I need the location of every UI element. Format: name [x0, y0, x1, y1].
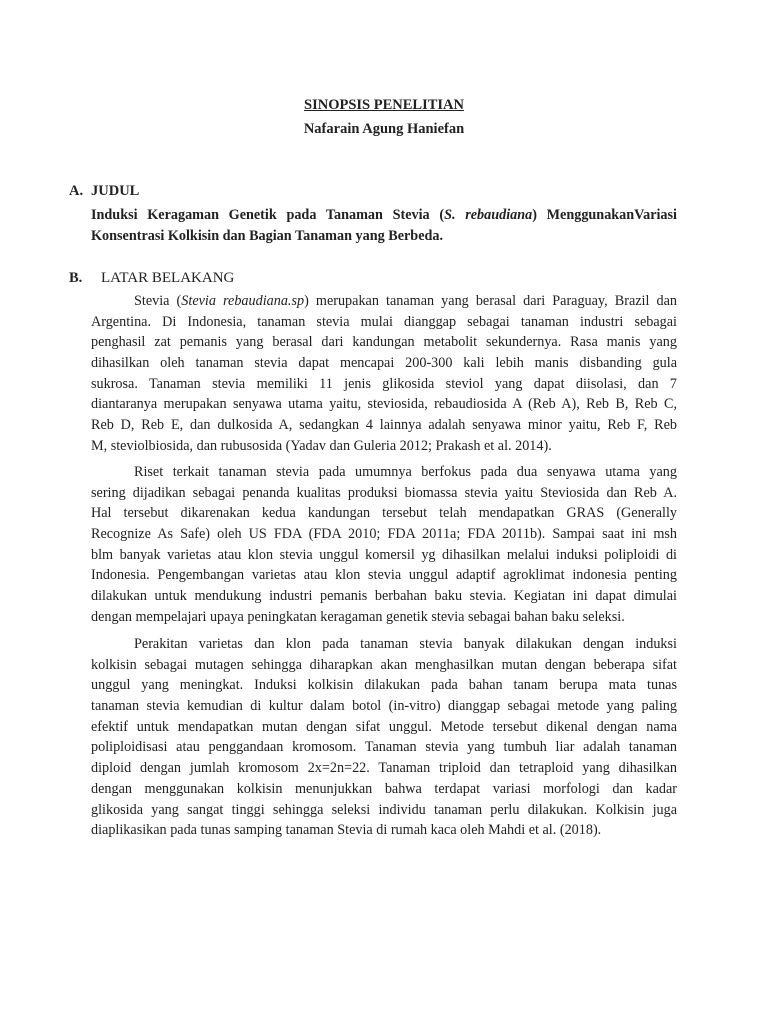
paragraph-line: M, steviolbiosida, dan rubusosida (Yadav dan Guleria 2012; Prakash et al. 2014).: [91, 437, 552, 454]
paragraph-line: diaplikasikan pada tunas samping tanaman Stevia di rumah kaca oleh Mahdi et al. (2018).: [91, 822, 602, 839]
research-title-line: Konsentrasi Kolkisin dan Bagian Tanaman yang Berbeda.: [91, 228, 444, 244]
section-a-letter: A.: [69, 183, 84, 199]
paragraph-line: Reb D, Reb E, dan dulkosida A, sedangkan 4 lainnya adalah senyawa minor yaitu, Reb F, Reb: [91, 417, 677, 434]
paragraph-line: poliploidisasi atau penggandaan kromosom. Tanaman stevia yang tumbuh liar adalah tanaman: [91, 739, 677, 756]
paragraph-line: Indonesia. Pengembangan varietas atau klon stevia unggul adaptif agroklimat indonesia penting: [91, 567, 677, 584]
background-paragraph-2: [91, 462, 677, 628]
paragraph-line: penghasil zat pemanis yang berasal dari kandungan metabolit sekundernya. Rasa manis yang: [91, 334, 677, 351]
paragraph-line: dilakukan untuk mendukung industri pemanis berbahan baku stevia. Kegiatan ini dapat dimulai: [91, 588, 677, 605]
section-b-letter: B.: [69, 270, 83, 286]
paragraph-line: efektif untuk mendapatkan mutan dengan sifat unggul. Metode tersebut dikenal dengan nama: [91, 718, 677, 735]
paragraph-line: kolkisin sebagai mutagen sehingga diharapkan akan menghasilkan mutan dengan beberapa sifat: [91, 656, 677, 673]
document-title: SINOPSIS PENELITIAN: [304, 97, 464, 113]
paragraph-line: unggul yang meningkat. Induksi kolkisin dilakukan pada bahan tanam berupa mata tunas: [91, 677, 677, 694]
paragraph-line: blm banyak varietas atau klon stevia unggul komersil yg dihasilkan melalui induksi poliploidi di: [91, 546, 677, 563]
paragraph-line: dengan menggunakan kolkisin menunjukkan bahwa terdapat variasi morfologi dan kadar: [91, 780, 677, 797]
paragraph-line: sering dijadikan sebagai penanda kualitas produksi biomassa stevia yaitu Steviosida dan Reb A.: [91, 484, 677, 501]
paragraph-line: Perakitan varietas dan klon pada tanaman stevia banyak dilakukan dengan induksi: [134, 636, 677, 652]
paragraph-line: dihasilkan oleh tanaman stevia dapat mencapai 200-300 kali lebih manis disbanding gula: [91, 355, 677, 372]
paragraph-line: tanaman stevia kemudian di kultur dalam botol (in-vitro) dianggap sebagai metode yang paling: [91, 698, 677, 715]
background-paragraph-3: [91, 634, 677, 841]
paragraph-line: sukrosa. Tanaman stevia memiliki 11 jenis glikosida steviol yang dapat diisolasi, dan 7: [91, 375, 677, 392]
paragraph-line: diantaranya merupakan senyawa utama yaitu, steviosida, rebaudiosida A (Reb A), Reb B, Reb C,: [91, 396, 677, 413]
paragraph-line: diploid dengan jumlah kromosom 2x=2n=22. Tanaman triploid dan tetraploid yang dihasilkan: [91, 760, 677, 777]
paragraph-line: Argentina. Di Indonesia, tanaman stevia mulai dianggap sebagai tanaman industri sebagai: [91, 313, 677, 330]
paragraph-line: Stevia (Stevia rebaudiana.sp) merupakan tanaman yang berasal dari Paraguay, Brazil dan: [134, 293, 677, 309]
paragraph-line: Riset terkait tanaman stevia pada umumnya berfokus pada dua senyawa utama yang: [134, 464, 677, 480]
background-paragraph-1: [91, 291, 677, 457]
species-name: S. rebaudiana: [444, 207, 533, 223]
section-a-heading: JUDUL: [91, 183, 140, 199]
section-b-heading: LATAR BELAKANG: [101, 270, 235, 286]
species-name: Stevia rebaudiana.sp: [181, 293, 305, 309]
research-title: [91, 205, 677, 247]
paragraph-line: glikosida yang sangat tinggi sehingga seleksi individu tanaman perlu dilakukan. Kolkisin juga: [91, 801, 677, 818]
research-title-line: Induksi Keragaman Genetik pada Tanaman Stevia (S. rebaudiana) MenggunakanVariasi: [91, 207, 677, 223]
paragraph-line: Hal tersebut dikarenakan kedua kandungan tersebut telah mendapatkan GRAS (Generally: [91, 505, 677, 522]
author-name: Nafarain Agung Haniefan: [303, 121, 465, 137]
paragraph-line: dengan mempelajari upaya peningkatan keragaman genetik stevia sebagai bahan baku seleksi.: [91, 608, 625, 625]
paragraph-line: Recognize As Safe) oleh US FDA (FDA 2010; FDA 2011a; FDA 2011b). Sampai saat ini msh: [91, 526, 677, 543]
